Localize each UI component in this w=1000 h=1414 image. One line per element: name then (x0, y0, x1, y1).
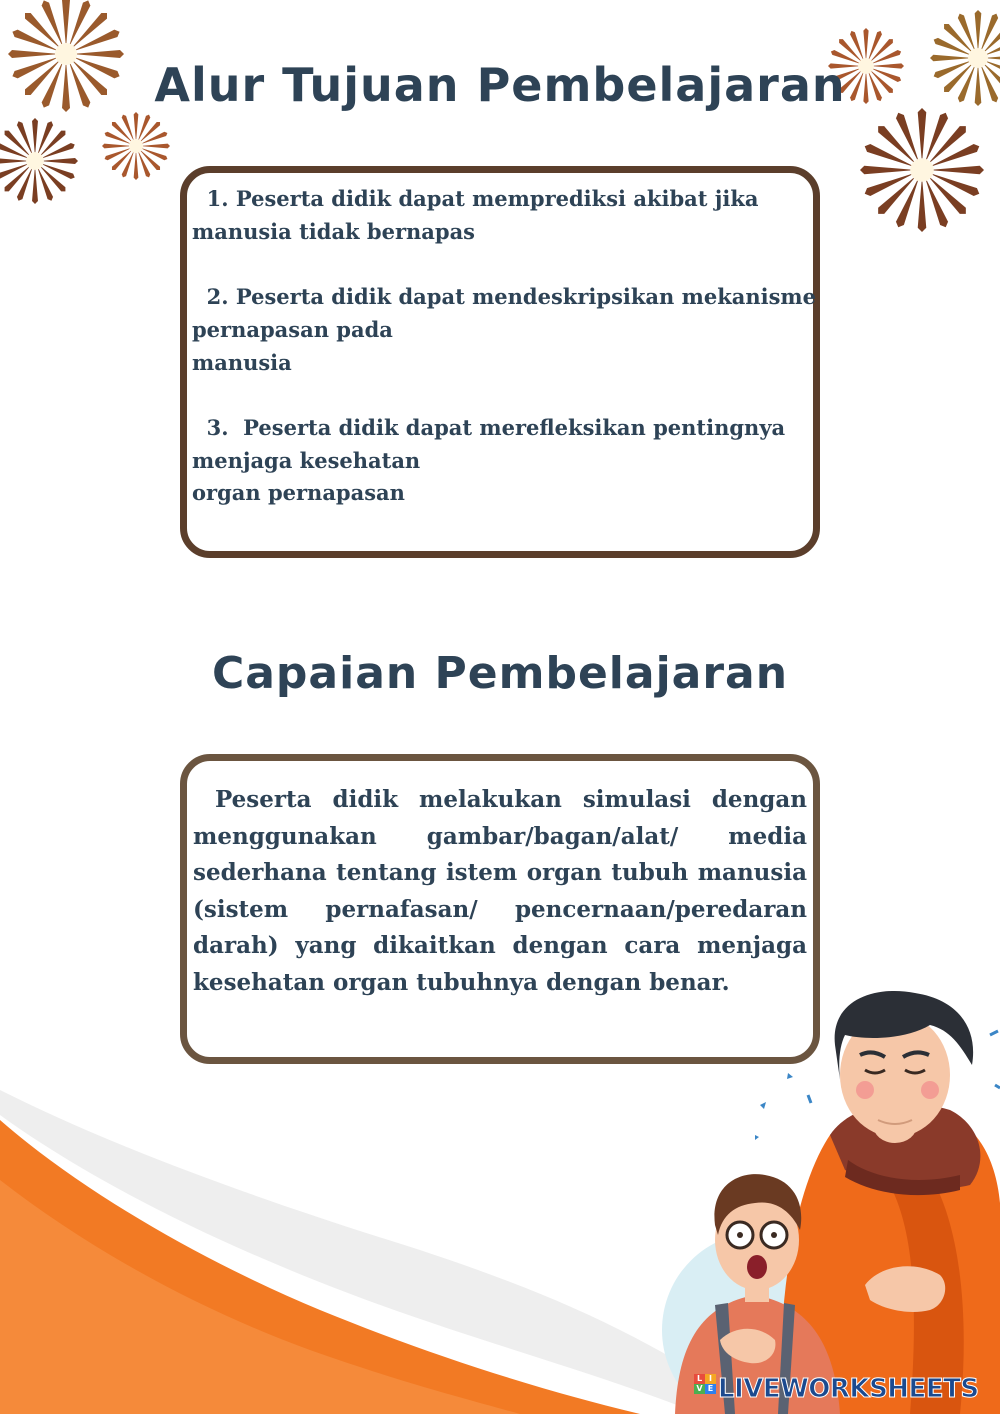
goal-item (192, 412, 802, 510)
goal-line: 3. Peserta didik dapat merefleksikan pentingnya (192, 414, 786, 440)
goal-line: menjaga kesehatan (192, 447, 421, 473)
liveworksheets-logo (694, 1372, 979, 1406)
coughing-people-icon (660, 985, 1000, 1414)
goal-line: organ pernapasan (192, 480, 405, 506)
mark-letter: I (705, 1374, 716, 1384)
goal-line: manusia (192, 349, 292, 375)
mark-letter: E (705, 1384, 716, 1394)
flower-icon (102, 112, 170, 180)
goal-line: pernapasan pada (192, 316, 393, 342)
flower-icon (0, 118, 78, 204)
outcome-text: Peserta didik melakukan simulasi dengan menggunakan gambar/bagan/alat/ media sederhana tentang istem organ tubuh manusia (sistem pernafasan/ pencernaan/peredaran darah) yang dikaitkan dengan cara menjaga kesehatan organ tubuhnya dengan benar. (193, 786, 807, 996)
watermark-text: LIVEWORKSHEETS (718, 1374, 979, 1404)
mark-letter: V (694, 1384, 705, 1394)
page-title-goals: Alur Tujuan Pembelajaran (154, 58, 846, 112)
goal-item (192, 183, 802, 248)
section-title-outcome: Capaian Pembelajaran (211, 648, 789, 699)
goal-line: 1. Peserta didik dapat memprediksi akibat jika (192, 186, 759, 211)
goal-line: manusia tidak bernapas (192, 218, 476, 244)
goal-item (192, 281, 817, 379)
goal-line: 2. Peserta didik dapat mendeskripsikan mekanisme (192, 284, 817, 310)
liveworksheets-mark-icon (694, 1374, 716, 1404)
mark-letter: L (694, 1374, 705, 1384)
goals-list (192, 183, 817, 543)
flower-icon (860, 108, 984, 232)
